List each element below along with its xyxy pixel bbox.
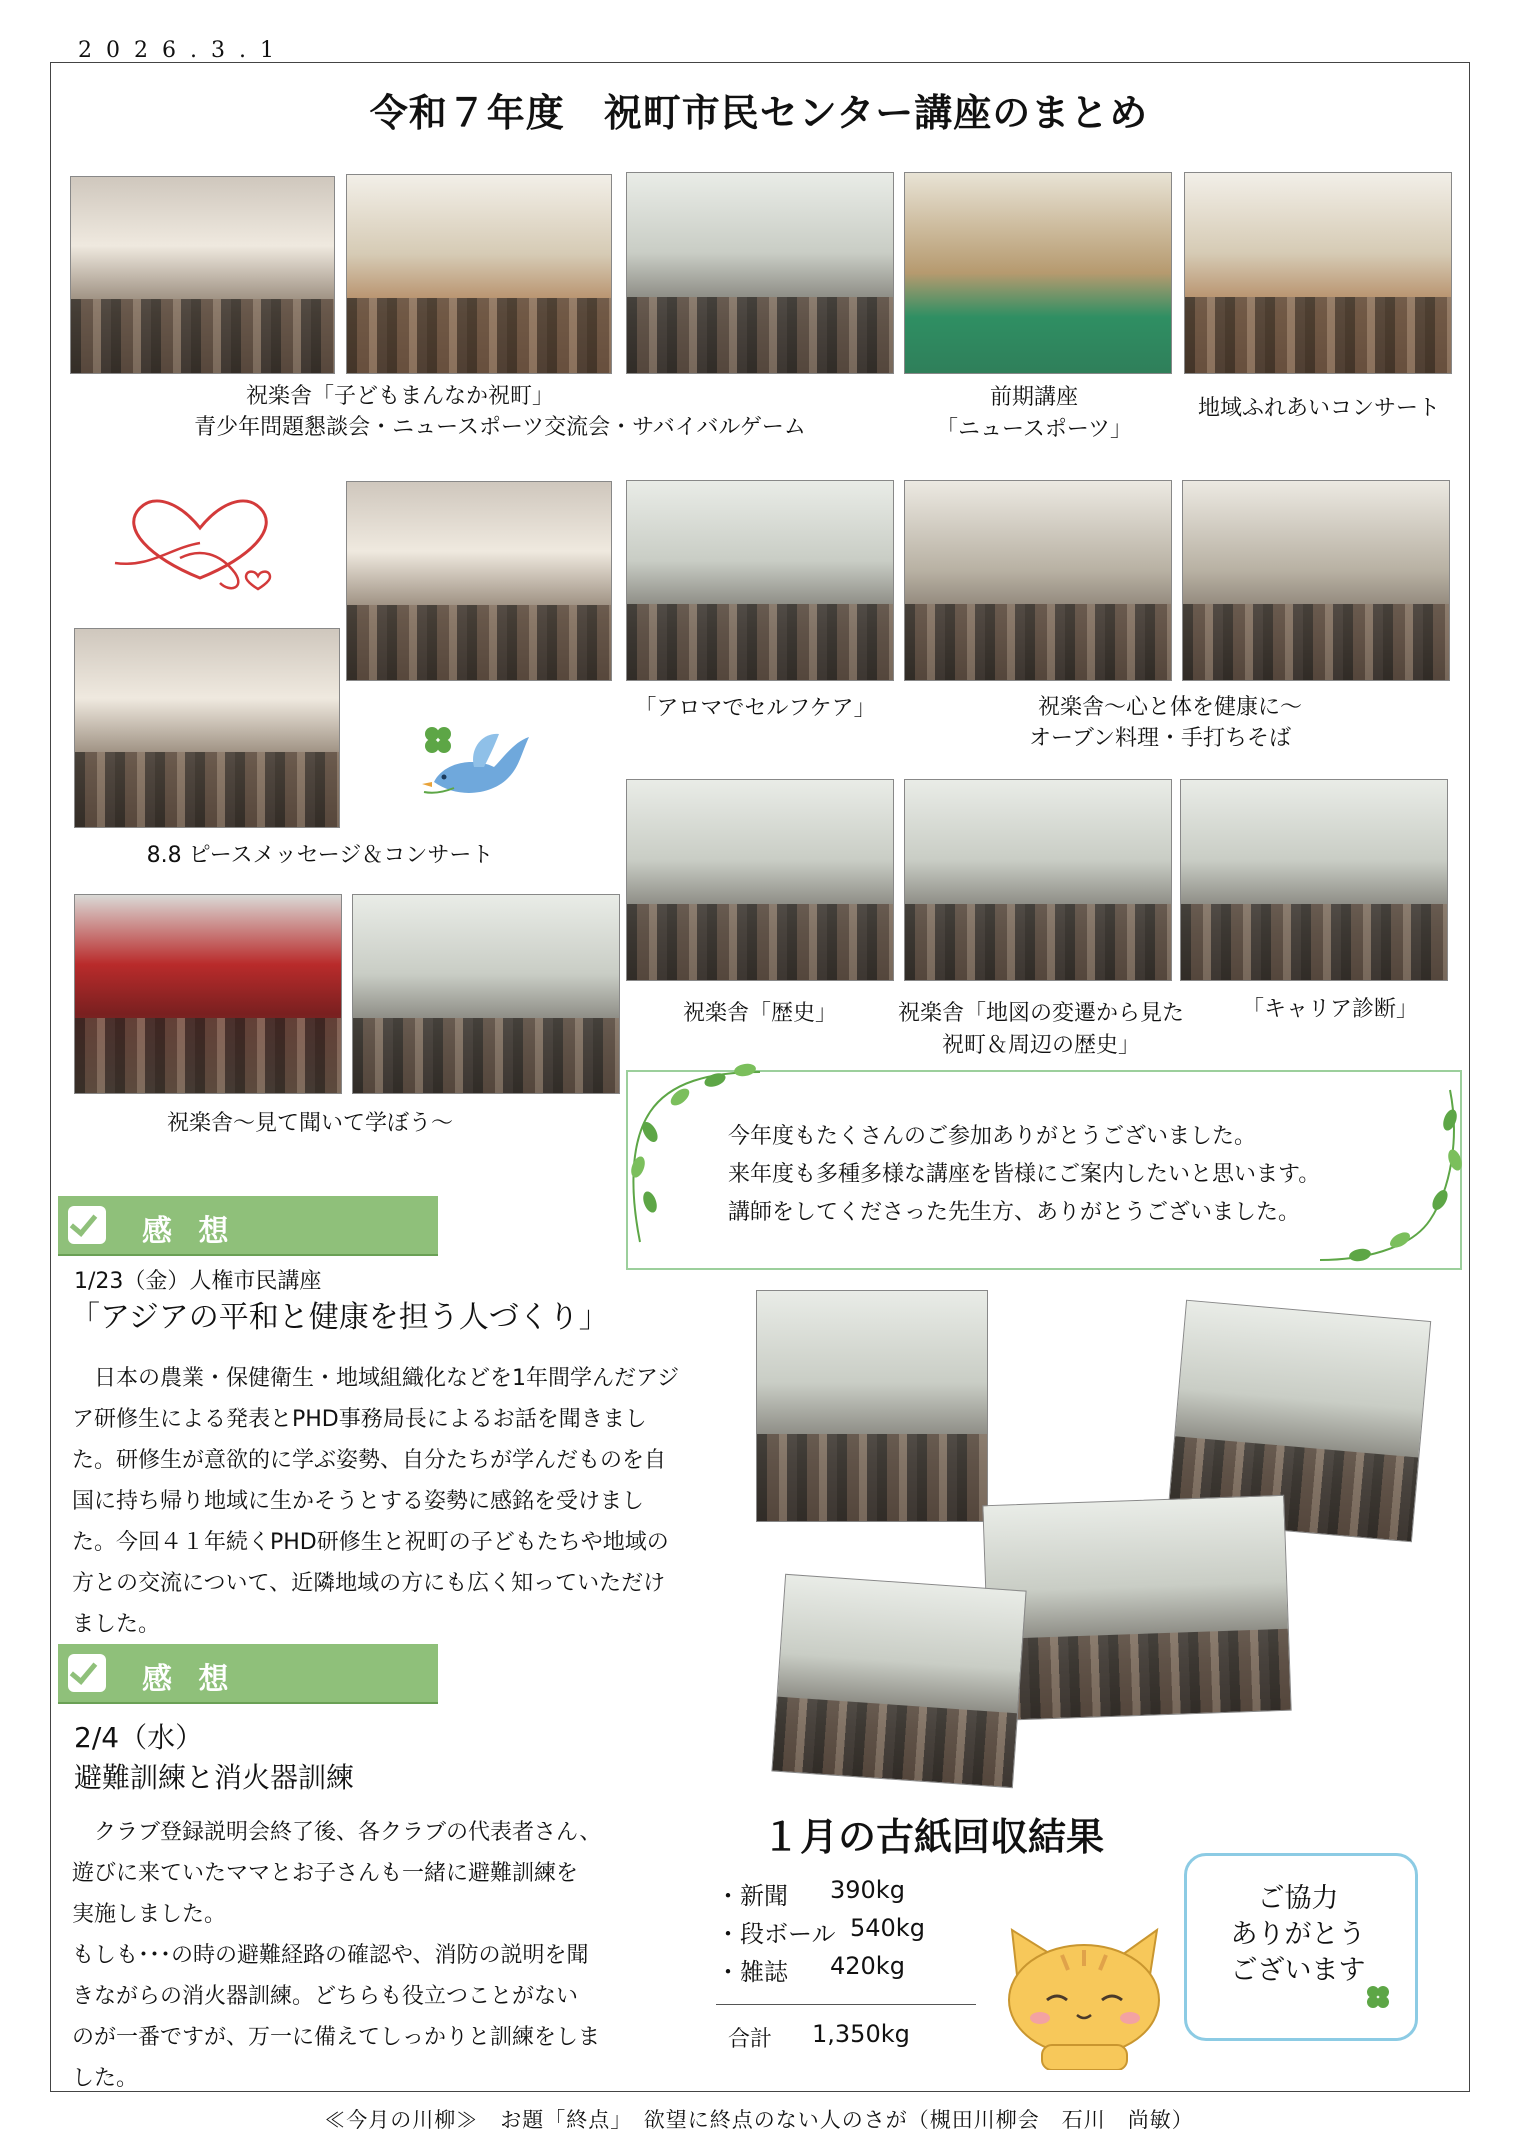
photo-phd-4 xyxy=(771,1574,1026,1788)
thanks-line-1: 今年度もたくさんのご参加ありがとうございました。 xyxy=(728,1124,1257,1149)
photo-oven-2 xyxy=(1182,480,1450,681)
kanso-label-2: 感 想 xyxy=(58,1644,438,1704)
caption-zenki-2: 「ニュースポーツ」 xyxy=(935,417,1133,442)
kanso-label-1: 感 想 xyxy=(58,1196,438,1256)
photo-phd-3 xyxy=(982,1495,1291,1721)
check-icon xyxy=(68,1654,106,1692)
photo-mite-lecture xyxy=(352,894,620,1094)
caption-kodomo-2: 青少年問題懇談会・ニュースポーツ交流会・サバイバルゲーム xyxy=(194,415,806,440)
photo-phd-1 xyxy=(756,1290,988,1522)
photo-aroma xyxy=(626,480,894,681)
caption-chizu-1: 祝楽舎「地図の変遷から見た xyxy=(897,1001,1184,1026)
recycle-item-amount: 420kg xyxy=(830,1952,905,1980)
clover-icon xyxy=(420,722,456,758)
recycle-total-label: 合計 xyxy=(728,2027,773,2052)
kanso2-body: クラブ登録説明会終了後、各クラブの代表者さん、 遊びに来ていたママとお子さんも一緒に避難訓練を 実施しました。 もしも･･･の時の避難経路の確認や、消防の説明を聞 きながらの消火器訓練。どちらも役立つことがない のが一番ですが、万一に備えてしっかりと訓練をしま した。 xyxy=(72,1820,602,2091)
kanso2-headline: 避難訓練と消火器訓練 xyxy=(74,1761,355,1794)
photo-oven-1 xyxy=(904,480,1172,681)
clover-icon xyxy=(1363,1982,1393,2012)
thanks-bubble xyxy=(1184,1853,1418,2041)
caption-aroma: 「アロマでセルフケア」 xyxy=(634,696,876,721)
recycle-divider xyxy=(716,2004,976,2005)
page-title: 令和７年度 祝町市民センター講座のまとめ xyxy=(369,91,1149,135)
photo-peace-chorus xyxy=(346,481,612,681)
caption-chizu-2: 祝町＆周辺の歴史」 xyxy=(941,1033,1140,1058)
caption-kodomo-1: 祝楽舎「子どもまんなか祝町」 xyxy=(245,384,554,409)
issue-date: 2026.3.1 xyxy=(78,38,288,63)
cat-icon xyxy=(992,1920,1172,2070)
recycle-item-amount: 390kg xyxy=(830,1876,905,1904)
caption-rekishi: 祝楽舎「歴史」 xyxy=(682,1001,837,1026)
thanks-line-2: 来年度も多種多様な講座を皆様にご案内したいと思います。 xyxy=(728,1162,1321,1187)
bubble-line-3: ございます xyxy=(1230,1955,1366,1986)
footer-senryu: ≪今月の川柳≫ お題「終点」 欲望に終点のない人のさが（槻田川柳会 石川 尚敏） xyxy=(324,2108,1194,2132)
kanso1-headline: 「アジアの平和と健康を担う人づくり」 xyxy=(70,1300,609,1335)
photo-kodomo-stage xyxy=(70,176,335,374)
heart-hands-icon xyxy=(110,488,290,598)
caption-fureai: 地域ふれあいコンサート xyxy=(1197,396,1440,421)
thanks-line-3: 講師をしてくださった先生方、ありがとうございました。 xyxy=(728,1200,1301,1225)
bubble-line-1: ご協力 xyxy=(1257,1883,1339,1914)
recycle-title: １月の古紙回収結果 xyxy=(762,1815,1105,1859)
bubble-line-2: ありがとう xyxy=(1230,1919,1366,1950)
leaf-vine-icon xyxy=(1300,1080,1470,1280)
recycle-total-amount: 1,350kg xyxy=(812,2020,910,2048)
photo-career xyxy=(1180,779,1448,981)
caption-zenki-1: 前期講座 xyxy=(989,385,1078,410)
caption-mite: 祝楽舎～見て聞いて学ぼう～ xyxy=(166,1111,453,1136)
caption-peace: 8.8 ピースメッセージ＆コンサート xyxy=(146,843,494,868)
leaf-vine-icon xyxy=(620,1052,820,1252)
photo-chizu xyxy=(904,779,1172,981)
recycle-item-name: ・雑誌 xyxy=(716,1958,788,1986)
caption-oven-1: 祝楽舎～心と体を健康に～ xyxy=(1037,695,1302,720)
photo-fureai-concert xyxy=(1184,172,1452,374)
kanso1-date: 1/23（金）人権市民講座 xyxy=(74,1269,322,1294)
caption-career: 「キャリア診断」 xyxy=(1241,997,1418,1022)
check-icon xyxy=(68,1206,106,1244)
photo-kodomo-survival xyxy=(626,172,894,374)
photo-peace-concert xyxy=(74,628,340,828)
photo-kodomo-sports xyxy=(346,174,612,374)
caption-oven-2: オーブン料理・手打ちそば xyxy=(1028,726,1292,751)
kanso2-date: 2/4（水） xyxy=(74,1721,204,1754)
recycle-item-name: ・新聞 xyxy=(716,1882,788,1910)
photo-mite-group xyxy=(74,894,342,1094)
recycle-item-name: ・段ボール xyxy=(716,1920,836,1948)
photo-rekishi xyxy=(626,779,894,981)
kanso1-body: 日本の農業・保健衛生・地域組織化などを1年間学んだアジ ア研修生による発表とPHD事務局長によるお話を聞きまし た。研修生が意欲的に学ぶ姿勢、自分たちが学んだものを自 国に持ち帰り地域に生かそうとする姿勢に感銘を受けまし た。今回４１年続くPHD研修生と祝町の子どもたちや地域の 方との交流について、近隣地域の方にも広く知っていただけ ました。 xyxy=(72,1366,680,1637)
photo-newsports xyxy=(904,172,1172,374)
recycle-item-amount: 540kg xyxy=(850,1914,925,1942)
